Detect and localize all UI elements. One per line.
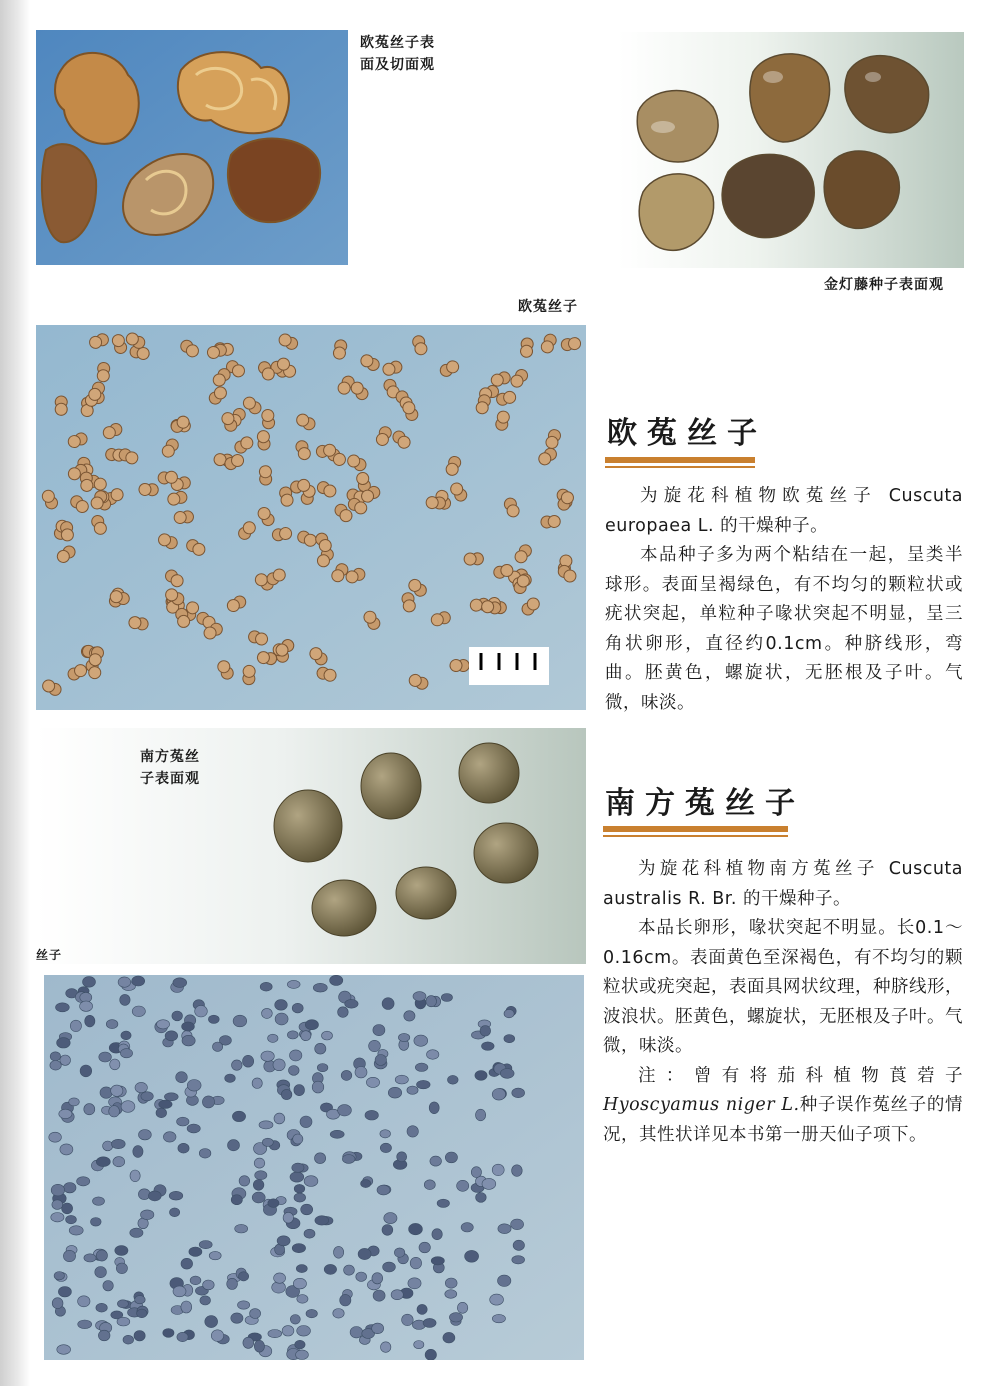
caption-line-2: 面及切面观 xyxy=(360,57,435,73)
note-text: 种子误作菟丝子的情况，其性状详见本书第一册天仙子项下。 xyxy=(603,1095,964,1145)
caption-europaea-surface-section xyxy=(360,32,435,76)
section-rule-thin-australis xyxy=(603,835,788,837)
paragraph: 为旋花科植物南方菟丝子 Cuscuta australis R. Br. 的干燥种子。 xyxy=(603,859,963,909)
caption-line-1: 南方菟丝 xyxy=(140,749,200,765)
note-latin-name: Hyoscyamus niger L. xyxy=(603,1095,800,1115)
caption-line-2: 子表面观 xyxy=(140,771,200,787)
note-text: 曾有将茄科植物莨菪子 xyxy=(693,1065,964,1086)
section-title-europaea: 欧菟丝子 xyxy=(607,416,767,451)
photo-australis-scatter xyxy=(44,975,584,1360)
section-text-europaea xyxy=(605,482,963,718)
photo-jindengteng-seeds xyxy=(618,32,964,268)
photo-australis-closeup xyxy=(36,728,586,964)
photo-europaea-closeup xyxy=(36,30,348,265)
paragraph: 为旋花科植物欧菟丝子 Cuscuta europaea L. 的干燥种子。 xyxy=(605,486,963,536)
note-label: 注： xyxy=(638,1065,694,1086)
paragraph: 本品长卵形，喙状突起不明显。长0.1～0.16cm。表面黄色至深褐色，有不均匀的颗粒状或疣突起，表面具网状纹理，种脐线形，波浪状。胚黄色，螺旋状，无胚根及子叶。气微，味淡。 xyxy=(603,918,963,1056)
book-spine-shadow xyxy=(0,0,30,1386)
photo-europaea-scatter xyxy=(36,325,586,710)
caption-europaea-label: 欧菟丝子 xyxy=(518,299,578,315)
caption-australis-label: 丝子 xyxy=(36,948,63,962)
section-rule-europaea xyxy=(605,457,755,463)
caption-jindengteng: 金灯藤种子表面观 xyxy=(824,277,944,293)
caption-australis-surface xyxy=(140,746,200,790)
note-paragraph xyxy=(603,1062,963,1151)
section-rule-australis xyxy=(603,826,788,832)
section-rule-thin-europaea xyxy=(605,466,755,468)
section-title-australis: 南方菟丝子 xyxy=(605,786,805,821)
caption-line-1: 欧菟丝子表 xyxy=(360,35,435,51)
section-text-australis xyxy=(603,855,963,1150)
paragraph: 本品种子多为两个粘结在一起，呈类半球形。表面呈褐绿色，有不均匀的颗粒状或疣状突起，单粒种子喙状突起不明显，呈三角状卵形，直径约0.1cm。种脐线形，弯曲。胚黄色，螺旋状，无胚根及子叶。气微，味淡。 xyxy=(605,545,963,713)
